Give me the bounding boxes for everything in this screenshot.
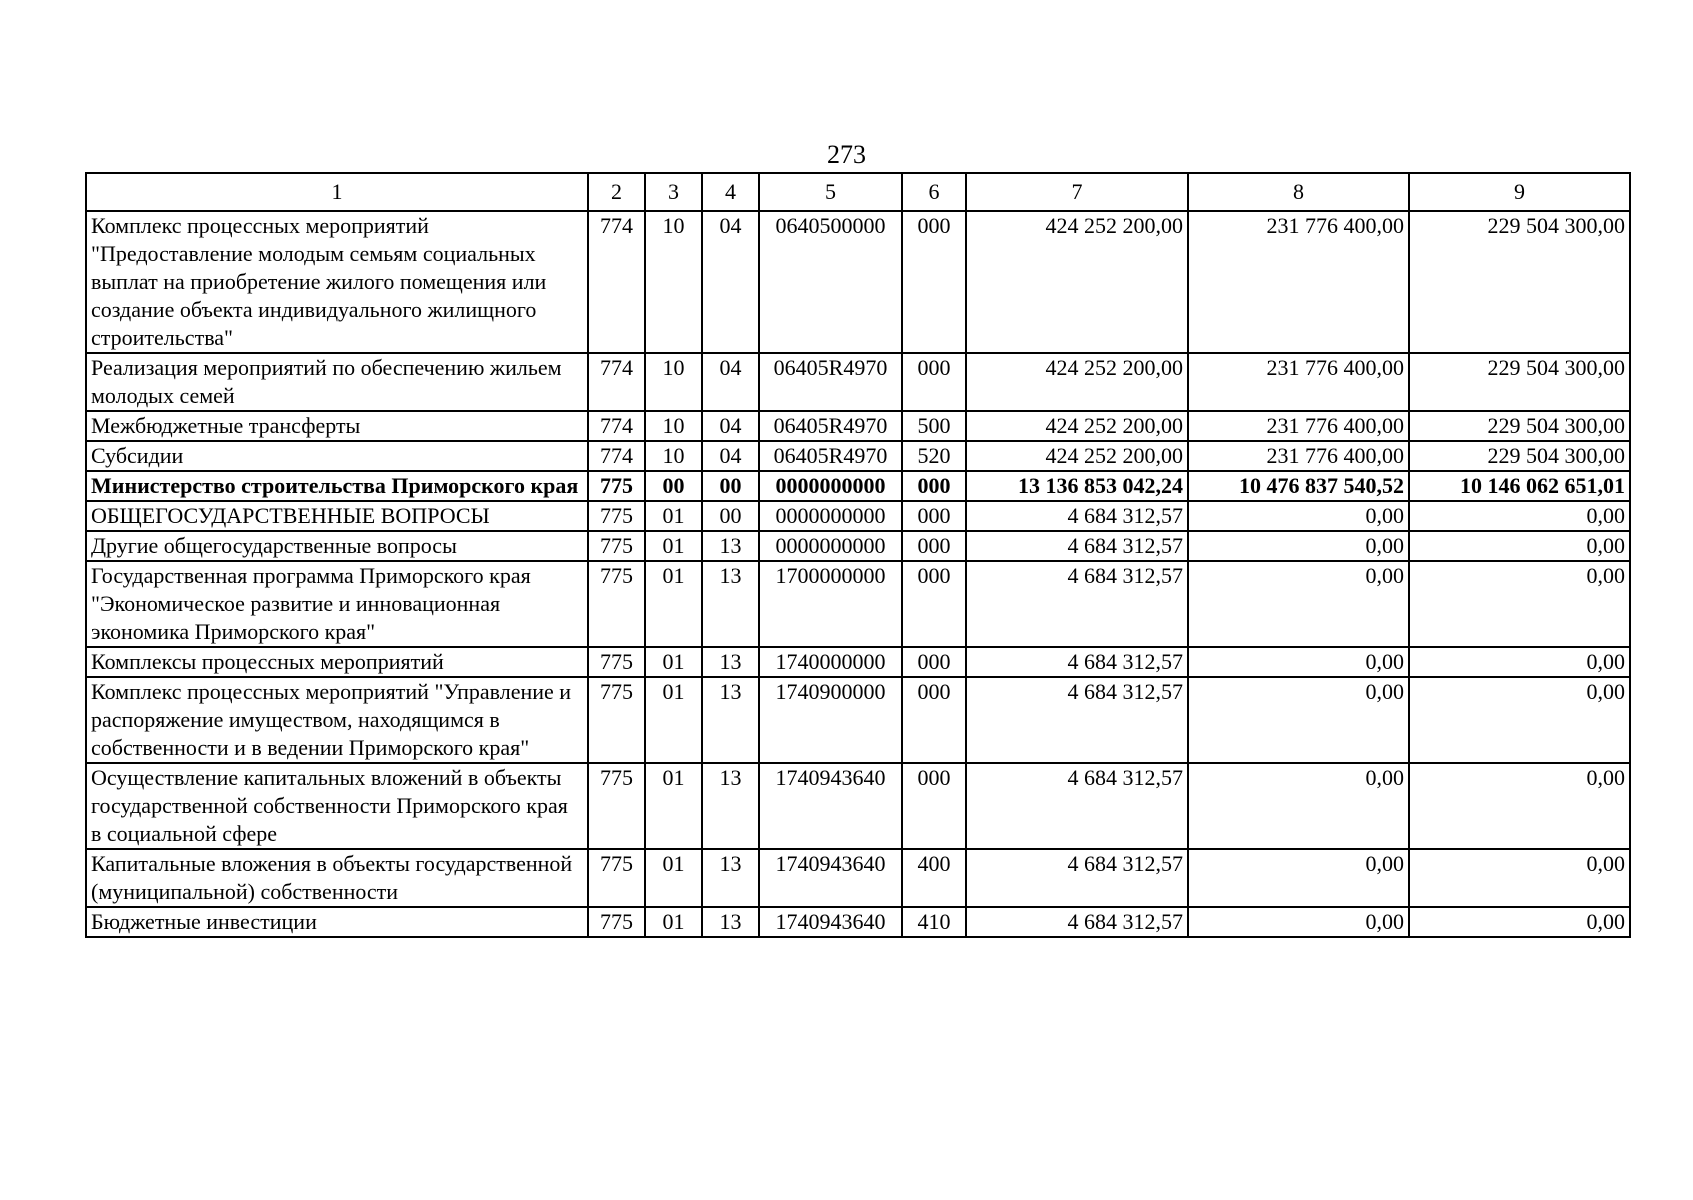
amount-cell: 424 252 200,00	[966, 441, 1188, 471]
row-name: ОБЩЕГОСУДАРСТВЕННЫЕ ВОПРОСЫ	[86, 501, 588, 531]
row-name: Комплексы процессных мероприятий	[86, 647, 588, 677]
code-cell: 10	[645, 211, 702, 353]
row-name: Субсидии	[86, 441, 588, 471]
code-cell: 1740943640	[759, 763, 902, 849]
amount-cell: 231 776 400,00	[1188, 353, 1409, 411]
budget-table	[85, 172, 1631, 938]
row-name: Министерство строительства Приморского края	[86, 471, 588, 501]
code-cell: 00	[702, 471, 759, 501]
code-cell: 774	[588, 441, 645, 471]
code-cell: 775	[588, 471, 645, 501]
header-cell: 9	[1409, 173, 1630, 211]
row-name: Капитальные вложения в объекты государственной (муниципальной) собственности	[86, 849, 588, 907]
header-cell: 1	[86, 173, 588, 211]
table-row	[86, 647, 1630, 677]
code-cell: 775	[588, 647, 645, 677]
page-number: 273	[827, 140, 866, 169]
amount-cell: 4 684 312,57	[966, 907, 1188, 937]
row-name: Реализация мероприятий по обеспечению жильем молодых семей	[86, 353, 588, 411]
amount-cell: 4 684 312,57	[966, 647, 1188, 677]
amount-cell: 4 684 312,57	[966, 849, 1188, 907]
code-cell: 775	[588, 907, 645, 937]
code-cell: 000	[902, 677, 966, 763]
code-cell: 500	[902, 411, 966, 441]
code-cell: 00	[645, 471, 702, 501]
code-cell: 000	[902, 561, 966, 647]
table-row	[86, 907, 1630, 937]
header-cell: 6	[902, 173, 966, 211]
table-row	[86, 561, 1630, 647]
code-cell: 000	[902, 471, 966, 501]
amount-cell: 13 136 853 042,24	[966, 471, 1188, 501]
amount-cell: 4 684 312,57	[966, 501, 1188, 531]
code-cell: 1740900000	[759, 677, 902, 763]
amount-cell: 0,00	[1409, 531, 1630, 561]
code-cell: 13	[702, 849, 759, 907]
table-row	[86, 763, 1630, 849]
code-cell: 1740943640	[759, 849, 902, 907]
code-cell: 0000000000	[759, 501, 902, 531]
amount-cell: 10 146 062 651,01	[1409, 471, 1630, 501]
table-row	[86, 211, 1630, 353]
code-cell: 13	[702, 907, 759, 937]
code-cell: 10	[645, 353, 702, 411]
amount-cell: 0,00	[1409, 849, 1630, 907]
amount-cell: 424 252 200,00	[966, 353, 1188, 411]
code-cell: 0640500000	[759, 211, 902, 353]
header-row	[86, 173, 1630, 211]
amount-cell: 0,00	[1409, 647, 1630, 677]
row-name: Комплекс процессных мероприятий "Предоставление молодым семьям социальных выплат на приобретение жилого помещения или создание объекта индивидуального жилищного строительства"	[86, 211, 588, 353]
code-cell: 01	[645, 531, 702, 561]
amount-cell: 229 504 300,00	[1409, 211, 1630, 353]
amount-cell: 0,00	[1188, 907, 1409, 937]
amount-cell: 229 504 300,00	[1409, 411, 1630, 441]
code-cell: 775	[588, 849, 645, 907]
code-cell: 520	[902, 441, 966, 471]
amount-cell: 0,00	[1409, 561, 1630, 647]
code-cell: 0000000000	[759, 531, 902, 561]
amount-cell: 0,00	[1188, 849, 1409, 907]
code-cell: 13	[702, 677, 759, 763]
code-cell: 775	[588, 501, 645, 531]
amount-cell: 231 776 400,00	[1188, 211, 1409, 353]
code-cell: 04	[702, 441, 759, 471]
code-cell: 13	[702, 647, 759, 677]
amount-cell: 229 504 300,00	[1409, 353, 1630, 411]
code-cell: 000	[902, 531, 966, 561]
code-cell: 01	[645, 849, 702, 907]
table-row	[86, 677, 1630, 763]
code-cell: 400	[902, 849, 966, 907]
amount-cell: 0,00	[1188, 561, 1409, 647]
code-cell: 775	[588, 531, 645, 561]
table-row	[86, 411, 1630, 441]
code-cell: 10	[645, 411, 702, 441]
row-name: Другие общегосударственные вопросы	[86, 531, 588, 561]
header-cell: 4	[702, 173, 759, 211]
code-cell: 10	[645, 441, 702, 471]
amount-cell: 424 252 200,00	[966, 411, 1188, 441]
code-cell: 01	[645, 907, 702, 937]
amount-cell: 231 776 400,00	[1188, 411, 1409, 441]
code-cell: 000	[902, 763, 966, 849]
code-cell: 01	[645, 763, 702, 849]
row-name: Бюджетные инвестиции	[86, 907, 588, 937]
code-cell: 13	[702, 531, 759, 561]
amount-cell: 4 684 312,57	[966, 677, 1188, 763]
table-row	[86, 353, 1630, 411]
code-cell: 775	[588, 677, 645, 763]
code-cell: 1700000000	[759, 561, 902, 647]
row-name: Межбюджетные трансферты	[86, 411, 588, 441]
amount-cell: 231 776 400,00	[1188, 441, 1409, 471]
code-cell: 06405R4970	[759, 411, 902, 441]
table-row	[86, 849, 1630, 907]
amount-cell: 0,00	[1188, 677, 1409, 763]
code-cell: 13	[702, 763, 759, 849]
code-cell: 01	[645, 561, 702, 647]
code-cell: 1740943640	[759, 907, 902, 937]
code-cell: 04	[702, 353, 759, 411]
amount-cell: 424 252 200,00	[966, 211, 1188, 353]
code-cell: 775	[588, 561, 645, 647]
code-cell: 410	[902, 907, 966, 937]
code-cell: 04	[702, 411, 759, 441]
header-cell: 2	[588, 173, 645, 211]
code-cell: 06405R4970	[759, 353, 902, 411]
code-cell: 01	[645, 677, 702, 763]
row-name: Осуществление капитальных вложений в объекты государственной собственности Приморского края в социальной сфере	[86, 763, 588, 849]
table-row	[86, 531, 1630, 561]
code-cell: 774	[588, 353, 645, 411]
code-cell: 775	[588, 763, 645, 849]
table-row	[86, 471, 1630, 501]
code-cell: 01	[645, 501, 702, 531]
header-cell: 8	[1188, 173, 1409, 211]
amount-cell: 0,00	[1409, 677, 1630, 763]
amount-cell: 0,00	[1188, 763, 1409, 849]
code-cell: 00	[702, 501, 759, 531]
code-cell: 000	[902, 353, 966, 411]
header-cell: 5	[759, 173, 902, 211]
amount-cell: 4 684 312,57	[966, 531, 1188, 561]
code-cell: 774	[588, 411, 645, 441]
amount-cell: 4 684 312,57	[966, 763, 1188, 849]
code-cell: 13	[702, 561, 759, 647]
amount-cell: 0,00	[1188, 647, 1409, 677]
code-cell: 01	[645, 647, 702, 677]
table-row	[86, 501, 1630, 531]
code-cell: 0000000000	[759, 471, 902, 501]
code-cell: 06405R4970	[759, 441, 902, 471]
amount-cell: 0,00	[1188, 531, 1409, 561]
code-cell: 000	[902, 211, 966, 353]
code-cell: 04	[702, 211, 759, 353]
amount-cell: 4 684 312,57	[966, 561, 1188, 647]
header-cell: 7	[966, 173, 1188, 211]
amount-cell: 0,00	[1409, 907, 1630, 937]
amount-cell: 229 504 300,00	[1409, 441, 1630, 471]
code-cell: 000	[902, 501, 966, 531]
amount-cell: 10 476 837 540,52	[1188, 471, 1409, 501]
row-name: Государственная программа Приморского края "Экономическое развитие и инновационная экономика Приморского края"	[86, 561, 588, 647]
table-row	[86, 441, 1630, 471]
code-cell: 774	[588, 211, 645, 353]
amount-cell: 0,00	[1188, 501, 1409, 531]
code-cell: 1740000000	[759, 647, 902, 677]
amount-cell: 0,00	[1409, 763, 1630, 849]
row-name: Комплекс процессных мероприятий "Управление и распоряжение имуществом, находящимся в собственности и в ведении Приморского края"	[86, 677, 588, 763]
header-cell: 3	[645, 173, 702, 211]
code-cell: 000	[902, 647, 966, 677]
amount-cell: 0,00	[1409, 501, 1630, 531]
